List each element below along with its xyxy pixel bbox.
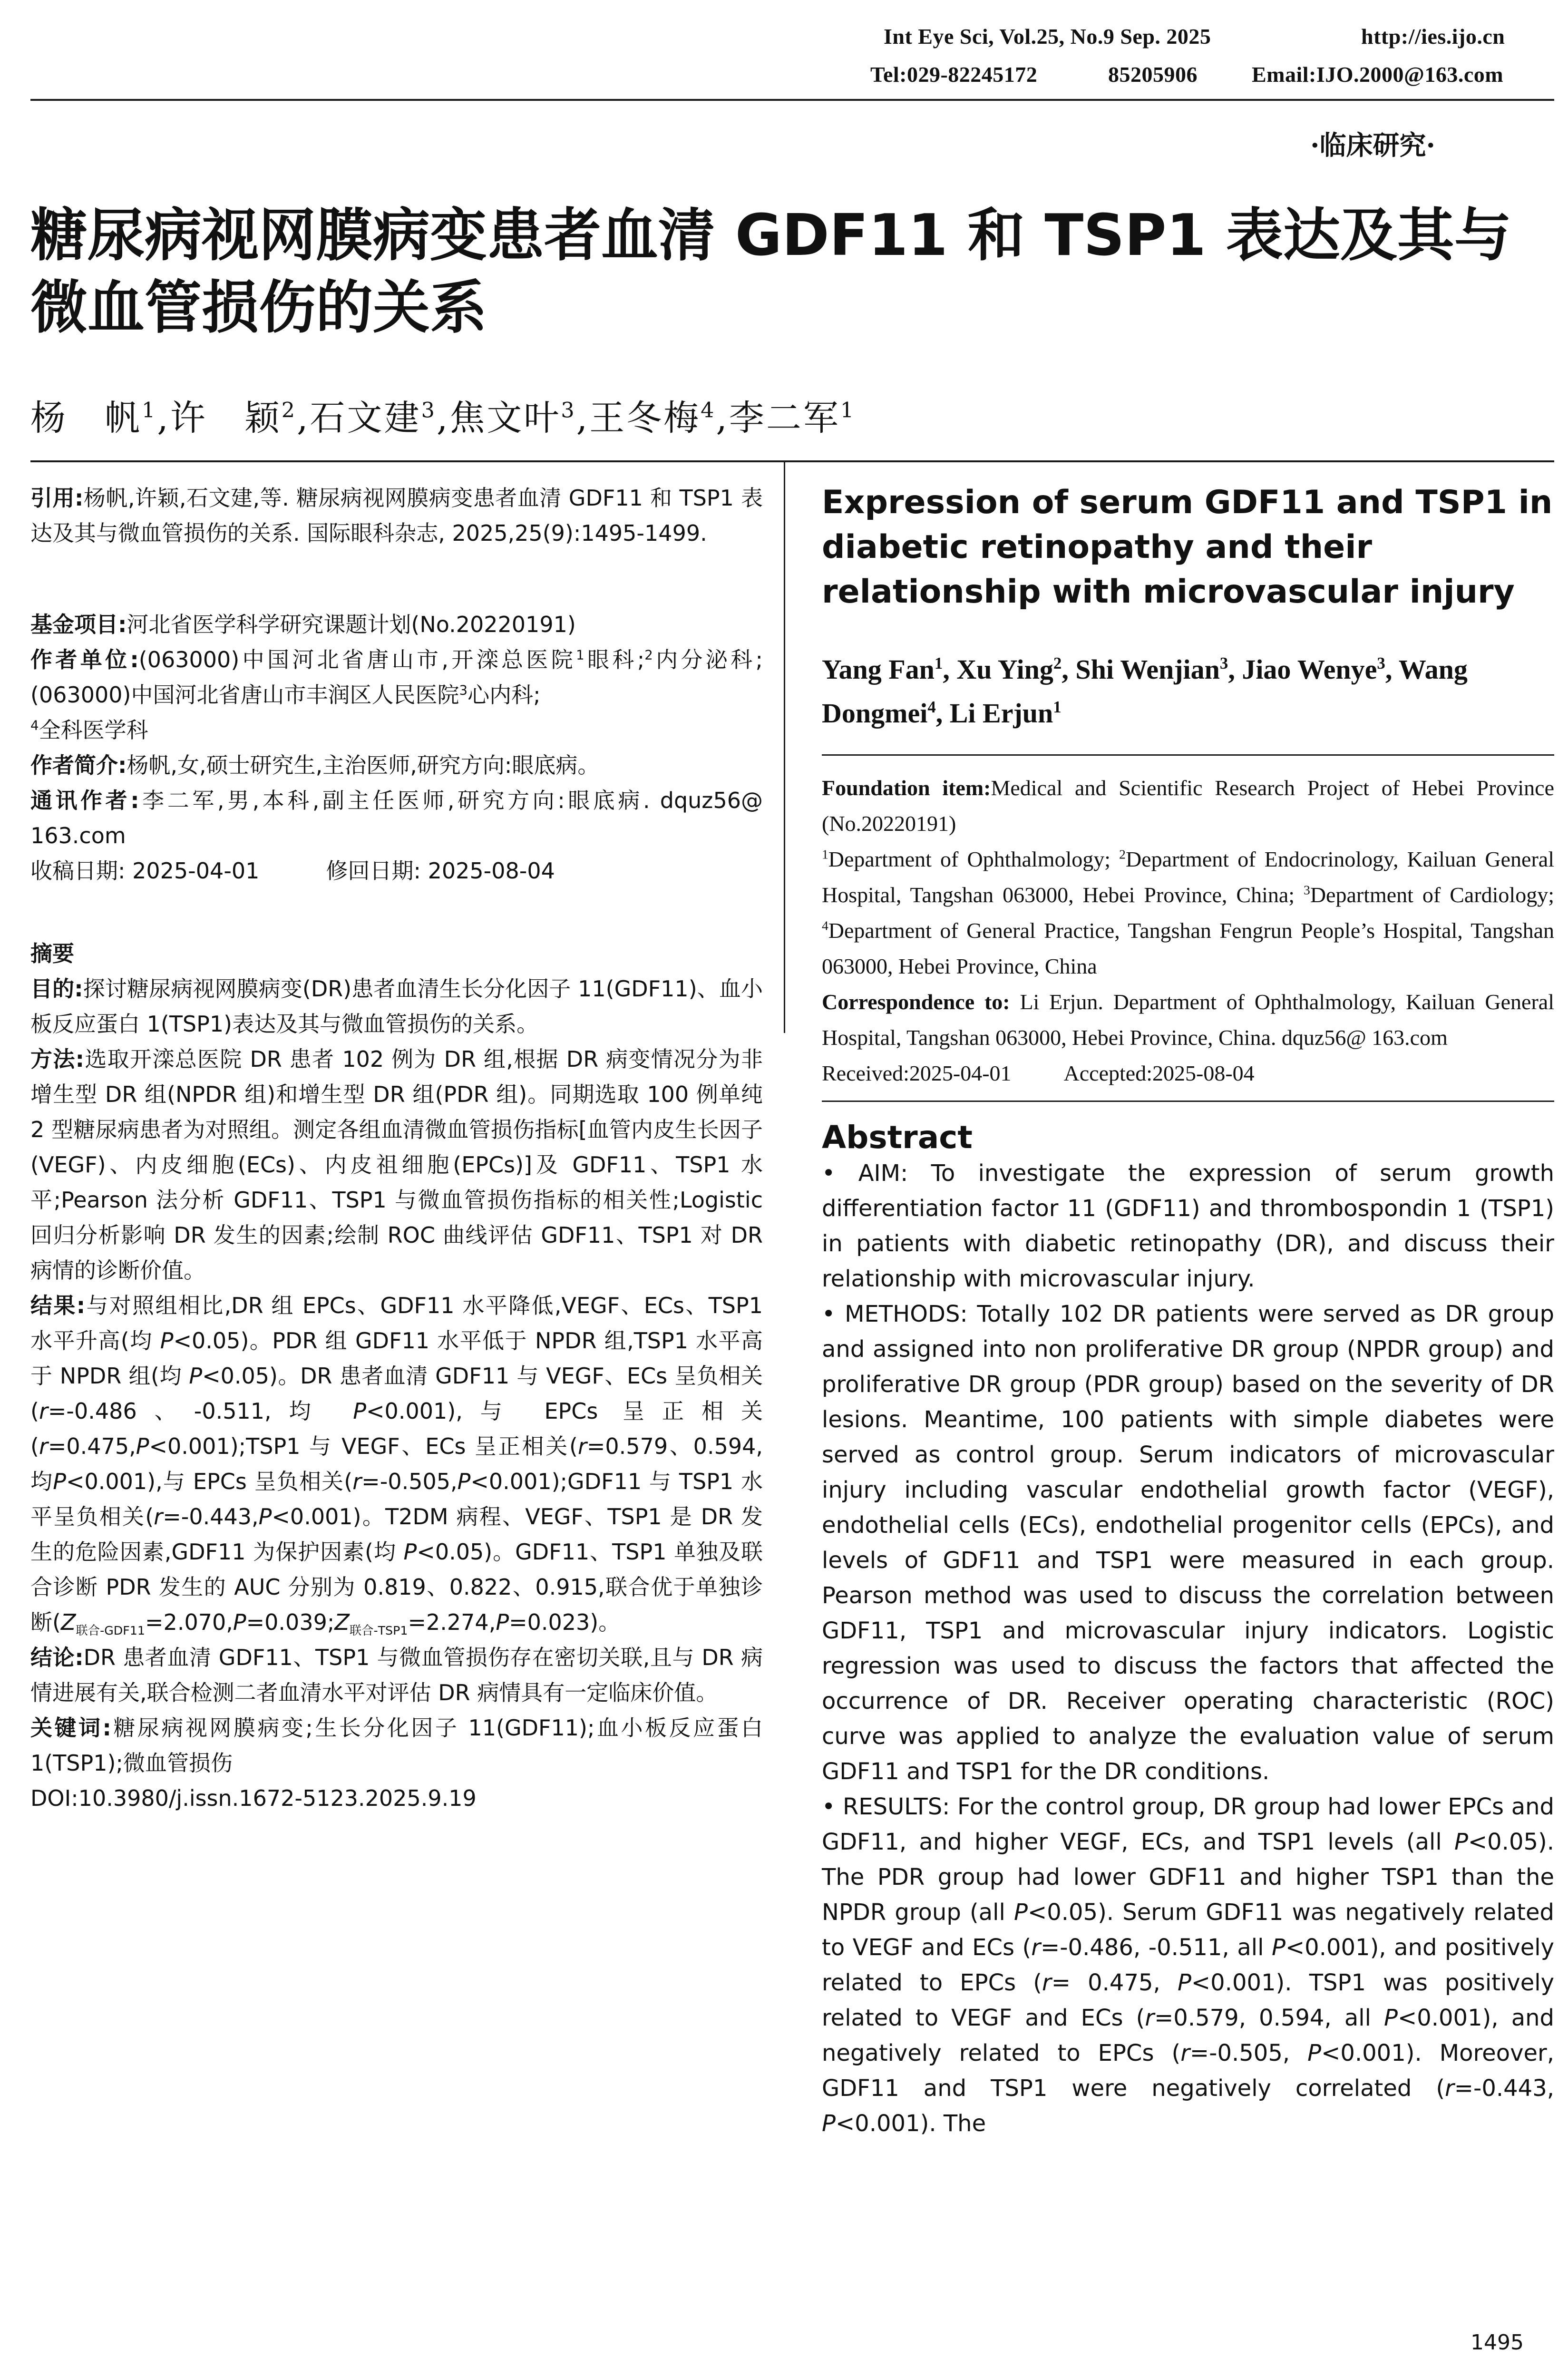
funding-label: 基金项目: bbox=[30, 612, 127, 637]
author-zh-2: ,许 颖 bbox=[157, 398, 282, 438]
affiliation-block bbox=[30, 642, 763, 748]
abstract-heading-zh: 摘要 bbox=[30, 941, 74, 966]
results-zh-z1: Z bbox=[60, 1609, 76, 1635]
results-en-f: = 0.475, bbox=[1051, 1969, 1178, 1996]
results-zh-c: <0.05)。DR 患者血清 GDF11 与 VEGF、ECs 呈负相关( bbox=[30, 1363, 763, 1424]
results-label-zh: 结果: bbox=[30, 1293, 86, 1318]
results-zh-p4: P bbox=[136, 1433, 149, 1459]
conclusion-label-zh: 结论: bbox=[30, 1645, 84, 1670]
corresponding-text: 李二军,男,本科,副主任医师,研究方向:眼底病. dquz56@ 163.com bbox=[30, 788, 763, 848]
results-zh-z1-sub: 联合-GDF11 bbox=[76, 1624, 146, 1638]
results-zh-p8: P bbox=[403, 1539, 417, 1565]
conclusion-text-zh: DR 患者血清 GDF11、TSP1 与微血管损伤存在密切关联,且与 DR 病情进展有关,联合检测二者血清水平对评估 DR 病情具有一定临床价值。 bbox=[30, 1645, 763, 1705]
affiliations-en bbox=[822, 841, 1554, 984]
results-en-h: =0.579, 0.594, all bbox=[1154, 2005, 1384, 2031]
affiliation-sup-3: 3 bbox=[459, 682, 468, 698]
results-zh-r4: r bbox=[352, 1469, 362, 1494]
results-en-r3: r bbox=[1145, 2005, 1155, 2031]
results-en-i: <0.001), and negatively related to EPCs ( bbox=[822, 2005, 1554, 2066]
affiliation-text-a: (063000)中国河北省唐山市,开滦总医院 bbox=[138, 647, 576, 672]
results-en-p6: P bbox=[1307, 2040, 1322, 2066]
aff-en-d: Department of General Practice, Tangshan Fengrun People’s Hospital, Tangshan 063000, Hebei Province, China bbox=[822, 918, 1554, 978]
author-zh-1: 杨 帆 bbox=[30, 398, 142, 438]
aim-en bbox=[822, 1156, 1554, 1296]
accepted-en: Accepted:2025-08-04 bbox=[1063, 1061, 1255, 1085]
results-en-p7: P bbox=[822, 2110, 836, 2137]
authors-en-rule bbox=[822, 735, 1554, 756]
affiliation-text-d: 心内科; bbox=[467, 682, 541, 708]
results-zh-p3: P bbox=[353, 1398, 367, 1424]
citation-block bbox=[30, 480, 763, 551]
affiliation-sup-1: 1 bbox=[576, 647, 584, 663]
right-column bbox=[822, 480, 1554, 2141]
journal-tel2: 85205906 bbox=[1108, 62, 1198, 87]
results-zh-p9: P bbox=[233, 1609, 246, 1635]
article-category: ·临床研究· bbox=[1310, 130, 1435, 161]
column-separator bbox=[784, 462, 785, 1033]
journal-url: http://ies.ijo.cn bbox=[1361, 24, 1505, 49]
funding-en bbox=[822, 770, 1554, 841]
author-zh-4-aff: 3 bbox=[561, 398, 576, 423]
results-en-b: <0.05). The PDR group had lower GDF11 and higher TSP1 than the NPDR group (all bbox=[822, 1829, 1554, 1926]
author-en-6-aff: 1 bbox=[1053, 698, 1062, 717]
aff-en-sup-4: 4 bbox=[822, 918, 828, 933]
results-en-p2: P bbox=[1014, 1899, 1028, 1926]
bio-block bbox=[30, 748, 763, 783]
bio-text: 杨帆,女,硕士研究生,主治医师,研究方向:眼底病。 bbox=[127, 752, 600, 778]
corresponding-label: 通讯作者: bbox=[30, 788, 139, 813]
authors-en bbox=[822, 648, 1554, 735]
author-zh-5: ,王冬梅 bbox=[576, 398, 701, 438]
results-zh-z2: Z bbox=[334, 1609, 350, 1635]
results-zh-j: =-0.505, bbox=[361, 1469, 458, 1494]
journal-tel: Tel:029-82245172 bbox=[870, 62, 1038, 87]
results-en-r1: r bbox=[1031, 1934, 1041, 1961]
author-en-4-aff: 3 bbox=[1377, 654, 1385, 673]
journal-email: Email:IJO.2000@163.com bbox=[1252, 62, 1504, 87]
author-en-1-aff: 1 bbox=[934, 654, 943, 673]
author-en-5: , Wang Dongmei bbox=[822, 654, 1468, 729]
results-en-p4: P bbox=[1177, 1969, 1191, 1996]
authors-zh bbox=[30, 390, 856, 440]
results-en-label: • RESULTS: bbox=[822, 1793, 950, 1820]
correspondence-en-label: Correspondence to: bbox=[822, 990, 1010, 1014]
results-en-r5: r bbox=[1445, 2075, 1454, 2102]
aim-en-text: To investigate the expression of serum growth differentiation factor 11 (GDF11) and thrombospondin 1 (TSP1) in patients with diabetic retinopathy (DR), and discuss their relationship with microvascular injury. bbox=[822, 1160, 1555, 1292]
keywords-zh bbox=[30, 1710, 763, 1781]
methods-en-label: • METHODS: bbox=[822, 1301, 968, 1327]
results-zh-n: <0.05)。GDF11、TSP1 单独及联合诊断 PDR 发生的 AUC 分别为 0.819、0.822、0.915,联合优于单独诊断( bbox=[30, 1539, 763, 1635]
results-zh-p10: P bbox=[496, 1609, 509, 1635]
methods-text-zh: 选取开滦总医院 DR 患者 102 例为 DR 组,根据 DR 病变情况分为非增生型 DR 组(NPDR 组)和增生型 DR 组(PDR 组)。同期选取 100 例单纯 2 型糖尿病患者为对照组。测定各组血清微血管损伤指标[血管内皮生长因子(VEGF)、内皮细胞(ECs)、内皮祖细胞(EPCs)]及 GDF11、TSP1 水平;Pearson 法分析 GDF11、TSP1 与微血管损伤指标的相关性;Logistic 回归分析影响 DR 发生的因素;绘制 ROC 曲线评估 GDF11、TSP1 对 DR 病情的诊断价值。 bbox=[30, 1046, 763, 1283]
author-en-3: , Shi Wenjian bbox=[1062, 654, 1220, 685]
results-zh-r3: r bbox=[577, 1433, 587, 1459]
methods-zh bbox=[30, 1042, 763, 1288]
aff-en-b: Department of Endocrinology, Kailuan General Hospital, Tangshan 063000, Hebei Province, China; bbox=[822, 847, 1554, 907]
aff-en-a: Department of Ophthalmology; bbox=[828, 847, 1120, 871]
author-zh-2-aff: 2 bbox=[281, 398, 297, 423]
results-en-p3: P bbox=[1271, 1934, 1286, 1961]
results-zh-l: =-0.443, bbox=[163, 1504, 259, 1529]
results-zh-e: <0.001),与 EPCs 呈正相关( bbox=[30, 1398, 763, 1459]
affiliation-text-c: 内分泌科;(063000)中国河北省唐山市丰润区人民医院 bbox=[30, 647, 763, 708]
funding-en-label: Foundation item: bbox=[822, 776, 991, 800]
results-en-r4: r bbox=[1180, 2040, 1190, 2066]
results-en-p5: P bbox=[1384, 2005, 1398, 2031]
corresponding-block bbox=[30, 783, 763, 853]
methods-label-zh: 方法: bbox=[30, 1046, 85, 1072]
results-en-m: <0.001). The bbox=[835, 2110, 986, 2137]
page-number: 1495 bbox=[1471, 2330, 1524, 2355]
results-zh-z2-sub: 联合-TSP1 bbox=[349, 1624, 408, 1638]
title-zh: 糖尿病视网膜病变患者血清 GDF11 和 TSP1 表达及其与微血管损伤的关系 bbox=[30, 203, 1511, 341]
results-zh bbox=[30, 1288, 763, 1640]
results-zh-p7: P bbox=[258, 1504, 272, 1529]
results-en-a: For the control group, DR group had lower EPCs and GDF11, and higher VEGF, ECs, and TSP1 levels (all bbox=[822, 1793, 1554, 1855]
results-zh-p1: P bbox=[160, 1328, 174, 1354]
aff-en-sup-2: 2 bbox=[1119, 847, 1126, 862]
author-en-4: , Jiao Wenye bbox=[1228, 654, 1377, 685]
results-zh-p5: P bbox=[53, 1469, 66, 1494]
affiliation-text-e: 全科医学科 bbox=[39, 717, 148, 743]
results-zh-t: =0.023)。 bbox=[509, 1609, 621, 1635]
results-zh-r1: r bbox=[39, 1398, 48, 1424]
left-column bbox=[30, 480, 763, 1816]
results-zh-o: =2.070, bbox=[145, 1609, 233, 1635]
affiliation-sup-4: 4 bbox=[30, 717, 39, 733]
results-en-c: <0.05). Serum GDF11 was negatively related to VEGF and ECs ( bbox=[822, 1899, 1554, 1961]
citation-label: 引用: bbox=[30, 485, 84, 511]
author-en-2-aff: 2 bbox=[1053, 654, 1062, 673]
author-zh-3: ,石文建 bbox=[297, 398, 421, 438]
keywords-text-zh: 糖尿病视网膜病变;生长分化因子 11(GDF11);血小板反应蛋白 1(TSP1);微血管损伤 bbox=[30, 1715, 763, 1776]
revised-zh: 修回日期: 2025-08-04 bbox=[326, 858, 555, 884]
citation-text: 杨帆,许颖,石文建,等. 糖尿病视网膜病变患者血清 GDF11 和 TSP1 表达及其与微血管损伤的关系. 国际眼科杂志, 2025,25(9):1495-1499. bbox=[30, 485, 763, 546]
results-zh-a: 与对照组相比,DR 组 EPCs、GDF11 水平降低,VEGF、ECs、TSP1 水平升高(均 bbox=[30, 1293, 763, 1354]
author-zh-1-aff: 1 bbox=[142, 398, 157, 423]
results-zh-k: <0.001);GDF11 与 TSP1 水平呈负相关( bbox=[30, 1469, 763, 1529]
results-en-l: =-0.443, bbox=[1454, 2075, 1554, 2102]
results-en-e: <0.001), and positively related to EPCs ( bbox=[822, 1934, 1554, 1996]
aff-en-sup-1: 1 bbox=[822, 847, 828, 862]
results-zh-p2: P bbox=[189, 1363, 203, 1389]
abstract-heading-en: Abstract bbox=[822, 1119, 973, 1156]
funding-text: 河北省医学科学研究课题计划(No.20220191) bbox=[127, 612, 576, 637]
affiliation-label: 作者单位: bbox=[30, 647, 139, 672]
aff-en-sup-3: 3 bbox=[1304, 882, 1310, 897]
results-zh-r2: r bbox=[39, 1433, 48, 1459]
affiliation-text-b: 眼科; bbox=[584, 647, 645, 672]
author-zh-6-aff: 1 bbox=[840, 398, 856, 423]
author-en-2: , Xu Ying bbox=[943, 654, 1053, 685]
correspondence-en bbox=[822, 984, 1554, 1055]
author-zh-5-aff: 4 bbox=[701, 398, 716, 423]
correspondence-en-text: Li Erjun. Department of Ophthalmology, Kailuan General Hospital, Tangshan 063000, Hebei Province, China. dquz56@ 163.com bbox=[822, 990, 1554, 1050]
funding-en-text: Medical and Scientific Research Project of Hebei Province (No.20220191) bbox=[822, 776, 1554, 836]
author-en-3-aff: 3 bbox=[1219, 654, 1228, 673]
results-zh-m: <0.001)。T2DM 病程、VEGF、TSP1 是 DR 发生的危险因素,GDF11 为保护因素(均 bbox=[30, 1504, 763, 1565]
author-en-1: Yang Fan bbox=[822, 654, 935, 685]
aim-zh bbox=[30, 971, 763, 1042]
results-zh-q: =0.039; bbox=[246, 1609, 335, 1635]
dates-en bbox=[822, 1055, 1554, 1091]
doi: DOI:10.3980/j.issn.1672-5123.2025.9.19 bbox=[30, 1785, 477, 1811]
affiliation-sup-2: 2 bbox=[644, 647, 653, 663]
dates-zh bbox=[30, 853, 763, 888]
author-zh-4: ,焦文叶 bbox=[436, 398, 561, 438]
results-en-p1: P bbox=[1454, 1829, 1468, 1855]
results-zh-p6: P bbox=[457, 1469, 471, 1494]
author-zh-6: ,李二军 bbox=[716, 398, 840, 438]
results-zh-d: =-0.486、-0.511,均 bbox=[48, 1398, 353, 1424]
received-zh: 收稿日期: 2025-04-01 bbox=[30, 858, 260, 884]
title-en: Expression of serum GDF11 and TSP1 in diabetic retinopathy and their relationship with microvascular injury bbox=[822, 484, 1553, 611]
aim-label-zh: 目的: bbox=[30, 976, 83, 1002]
results-en-g: <0.001). TSP1 was positively related to VEGF and ECs ( bbox=[822, 1969, 1555, 2031]
results-zh-r5: r bbox=[154, 1504, 163, 1529]
journal-citation: Int Eye Sci, Vol.25, No.9 Sep. 2025 bbox=[884, 24, 1211, 49]
header-rule bbox=[30, 99, 1554, 101]
results-en-k: <0.001). Moreover, GDF11 and TSP1 were negatively correlated ( bbox=[822, 2040, 1555, 2102]
results-zh-h: =0.579、0.594,均 bbox=[30, 1433, 763, 1494]
results-en-r2: r bbox=[1042, 1969, 1052, 1996]
results-zh-g: <0.001);TSP1 与 VEGF、ECs 呈正相关( bbox=[149, 1433, 578, 1459]
author-en-6: , Li Erjun bbox=[935, 698, 1053, 729]
methods-en bbox=[822, 1296, 1554, 1789]
authors-rule bbox=[30, 460, 1554, 462]
aim-text-zh: 探讨糖尿病视网膜病变(DR)患者血清生长分化因子 11(GDF11)、血小板反应蛋白 1(TSP1)表达及其与微血管损伤的关系。 bbox=[30, 976, 763, 1037]
results-zh-f: =0.475, bbox=[48, 1433, 136, 1459]
dates-en-rule bbox=[822, 1091, 1554, 1102]
methods-en-text: Totally 102 DR patients were served as DR group and assigned into non proliferative DR group (NPDR group) and proliferative DR group (PDR group) based on the severity of DR lesions. Meantime, 100 patients with simple diabetes were served as control group. Serum indicators of microvascular injury including vascular endothelial growth factor (VEGF), endothelial cells (ECs), endothelial progenitor cells (EPCs), and levels of GDF11 and TSP1 were measured in each group. Pearson method was used to discuss the correlation between GDF11, TSP1 and microvascular injury indicators. Logistic regression was used to discuss the factors that affected the occurrence of DR. Receiver operating characteristic (ROC) curve was applied to analyze the evaluation value of serum GDF11 and TSP1 for the DR conditions. bbox=[822, 1301, 1554, 1785]
keywords-label-zh: 关键词: bbox=[30, 1715, 111, 1741]
results-en bbox=[822, 1789, 1554, 2141]
received-en: Received:2025-04-01 bbox=[822, 1061, 1012, 1085]
funding-block bbox=[30, 607, 763, 642]
results-zh-s: =2.274, bbox=[408, 1609, 496, 1635]
author-zh-3-aff: 3 bbox=[421, 398, 437, 423]
results-zh-i: <0.001),与 EPCs 呈负相关( bbox=[66, 1469, 353, 1494]
aff-en-c: Department of Cardiology; bbox=[1310, 883, 1554, 907]
results-en-d: =-0.486, -0.511, all bbox=[1041, 1934, 1272, 1961]
conclusion-zh bbox=[30, 1640, 763, 1710]
bio-label: 作者简介: bbox=[30, 752, 127, 778]
results-zh-b: <0.05)。PDR 组 GDF11 水平低于 NPDR 组,TSP1 水平高于 NPDR 组(均 bbox=[30, 1328, 763, 1389]
author-en-5-aff: 4 bbox=[927, 698, 936, 717]
results-en-j: =-0.505, bbox=[1189, 2040, 1308, 2066]
aim-en-label: • AIM: bbox=[822, 1160, 908, 1187]
